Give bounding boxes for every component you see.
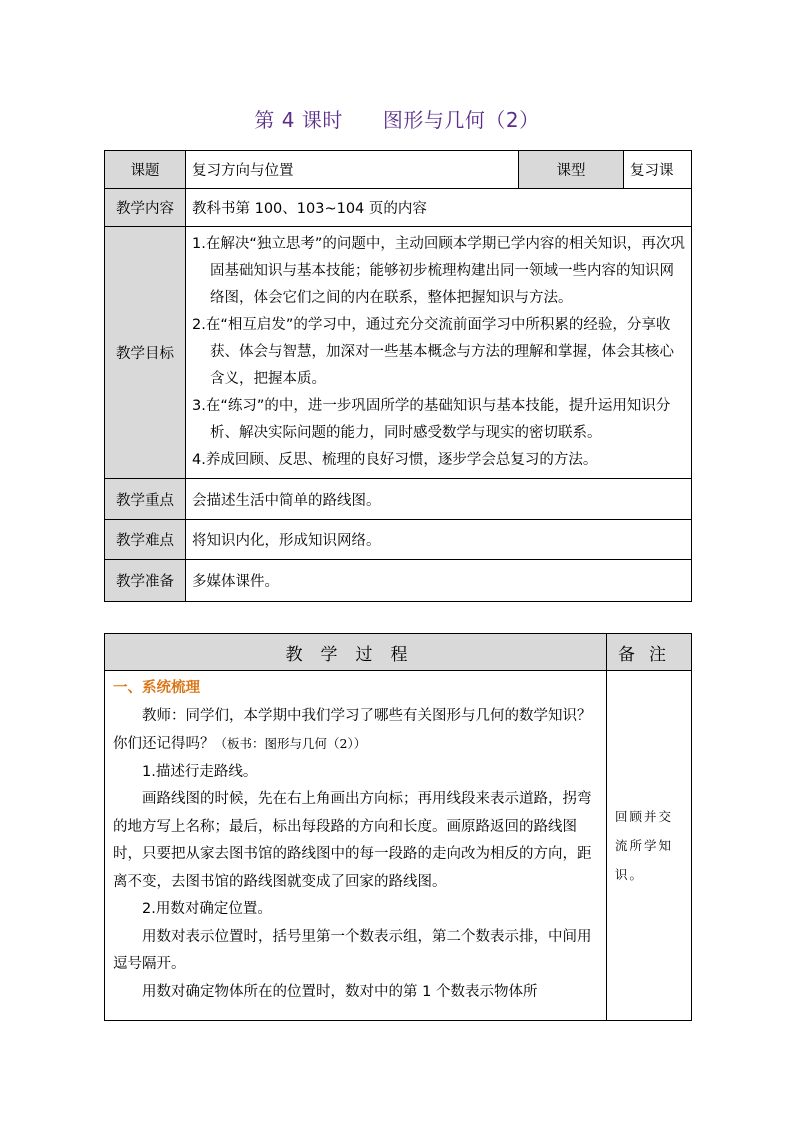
prep-value: 多媒体课件。 bbox=[186, 560, 692, 602]
subsection-title: 2.用数对确定位置。 bbox=[142, 901, 272, 917]
type-label: 课型 bbox=[519, 151, 624, 189]
content-label: 教学内容 bbox=[105, 189, 186, 227]
remark-text: 回顾并交流所学知识。 bbox=[607, 671, 692, 1021]
lesson-number: 第 4 课时 bbox=[254, 108, 343, 132]
paragraph bbox=[113, 703, 598, 759]
paragraph: 用数对表示位置时，括号里第一个数表示组，第二个数表示排，中间用逗号隔开。 bbox=[113, 928, 592, 972]
paragraph: 画路线图的时候，先在右上角画出方向标；再用线段来表示道路，拐弯的地方写上名称；最后，标出每段路的方向和长度。画原路返回的路线图时，只要把从家去图书馆的路线图中的每一段路的走向改为相反的方向，距离不变，去图书馆的路线图就变成了回家的路线图。 bbox=[113, 791, 592, 890]
lesson-title bbox=[0, 104, 794, 133]
prep-label: 教学准备 bbox=[105, 560, 186, 602]
difficulty-value: 将知识内化，形成知识网络。 bbox=[186, 520, 692, 560]
type-value: 复习课 bbox=[624, 151, 692, 189]
goal-item: 3.在“练习”的中，进一步巩固所学的基础知识与基本技能，提升运用知识分析、解决实际问题的能力，同时感受数学与现实的密切联系。 bbox=[192, 398, 671, 441]
paragraph-text: 教师：同学们，本学期中我们学习了哪些有关图形与几何的数学知识？你们还记得吗？ bbox=[113, 707, 592, 752]
process-header: 教学过程 bbox=[105, 634, 607, 671]
board-note: （板书：图形与几何（2）） bbox=[214, 736, 367, 751]
content-value: 教科书第 100、103~104 页的内容 bbox=[186, 189, 692, 227]
process-body bbox=[105, 671, 607, 1021]
goal-item: 4.养成回顾、反思、梳理的良好习惯，逐步学会总复习的方法。 bbox=[192, 452, 598, 468]
lesson-topic: 图形与几何（2） bbox=[382, 108, 540, 132]
topic-value: 复习方向与位置 bbox=[186, 151, 519, 189]
key-label: 教学重点 bbox=[105, 479, 186, 520]
key-value: 会描述生活中简单的路线图。 bbox=[186, 479, 692, 520]
goals-list bbox=[186, 227, 692, 479]
goal-item: 1.在解决“独立思考”的问题中，主动回顾本学期已学内容的相关知识，再次巩固基础知识与基本技能；能够初步梳理构建出同一领域一些内容的知识网络图，体会它们之间的内在联系，整体把握知识与方法。 bbox=[192, 236, 685, 306]
lesson-info-table bbox=[104, 150, 692, 602]
goal-item: 2.在“相互启发”的学习中，通过充分交流前面学习中所积累的经验，分享收获、体会与智慧，加深对一些基本概念与方法的理解和掌握，体会其核心含义，把握本质。 bbox=[192, 317, 674, 387]
difficulty-label: 教学难点 bbox=[105, 520, 186, 560]
goals-label: 教学目标 bbox=[105, 227, 186, 479]
note-header: 备注 bbox=[607, 634, 692, 671]
paragraph: 用数对确定物体所在的位置时，数对中的第 1 个数表示物体所 bbox=[142, 983, 538, 1000]
teaching-process-table bbox=[104, 633, 692, 1021]
topic-label: 课题 bbox=[105, 151, 186, 189]
subsection-title: 1.描述行走路线。 bbox=[142, 763, 258, 780]
section-title: 一、系统梳理 bbox=[113, 680, 200, 696]
